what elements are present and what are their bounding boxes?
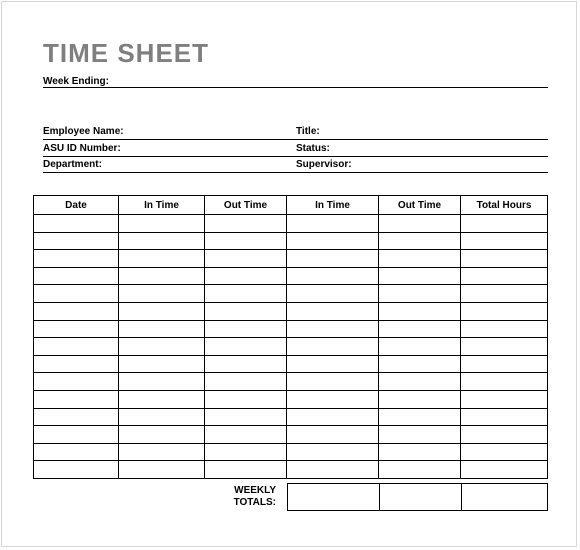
table-cell[interactable]	[205, 355, 287, 373]
table-cell[interactable]	[205, 285, 287, 303]
table-row	[34, 267, 548, 285]
table-cell[interactable]	[379, 215, 461, 233]
table-cell[interactable]	[205, 302, 287, 320]
table-cell[interactable]	[287, 443, 379, 461]
table-cell[interactable]	[461, 267, 548, 285]
table-cell[interactable]	[205, 338, 287, 356]
table-cell[interactable]	[119, 267, 205, 285]
table-cell[interactable]	[379, 355, 461, 373]
table-cell[interactable]	[119, 373, 205, 391]
table-cell[interactable]	[287, 215, 379, 233]
total-hours-cell[interactable]	[462, 484, 548, 511]
weekly-label-line2: TOTALS:	[233, 497, 276, 508]
table-cell[interactable]	[34, 461, 119, 479]
table-cell[interactable]	[379, 443, 461, 461]
header-out-time: Out Time	[205, 196, 287, 215]
header-total-hours: Total Hours	[461, 196, 548, 215]
table-cell[interactable]	[379, 267, 461, 285]
table-cell[interactable]	[379, 302, 461, 320]
table-cell[interactable]	[34, 232, 119, 250]
table-cell[interactable]	[379, 250, 461, 268]
table-cell[interactable]	[34, 426, 119, 444]
table-cell[interactable]	[461, 461, 548, 479]
table-cell[interactable]	[119, 215, 205, 233]
table-cell[interactable]	[119, 408, 205, 426]
table-cell[interactable]	[461, 426, 548, 444]
table-cell[interactable]	[461, 215, 548, 233]
table-cell[interactable]	[461, 285, 548, 303]
department-line	[43, 172, 548, 173]
weekly-totals-row	[287, 483, 548, 511]
table-cell[interactable]	[461, 390, 548, 408]
week-ending-line	[43, 87, 548, 88]
title-label: Title:	[296, 126, 320, 137]
table-cell[interactable]	[379, 320, 461, 338]
table-cell[interactable]	[119, 338, 205, 356]
table-cell[interactable]	[34, 302, 119, 320]
table-cell[interactable]	[287, 408, 379, 426]
table-row	[34, 302, 548, 320]
table-cell[interactable]	[119, 302, 205, 320]
table-cell[interactable]	[119, 250, 205, 268]
table-cell[interactable]	[379, 285, 461, 303]
table-row	[34, 285, 548, 303]
table-cell[interactable]	[287, 302, 379, 320]
table-cell[interactable]	[119, 320, 205, 338]
table-cell[interactable]	[379, 426, 461, 444]
table-cell[interactable]	[379, 232, 461, 250]
table-row	[34, 320, 548, 338]
table-cell[interactable]	[379, 338, 461, 356]
weekly-label-line1: WEEKLY	[234, 485, 276, 496]
table-cell[interactable]	[119, 390, 205, 408]
table-cell[interactable]	[34, 250, 119, 268]
table-cell[interactable]	[34, 355, 119, 373]
table-cell[interactable]	[287, 373, 379, 391]
table-row	[34, 461, 548, 479]
table-cell[interactable]	[461, 302, 548, 320]
header-in-time: In Time	[287, 196, 379, 215]
table-cell[interactable]	[205, 426, 287, 444]
table-cell[interactable]	[287, 426, 379, 444]
table-cell[interactable]	[34, 338, 119, 356]
table-cell[interactable]	[119, 443, 205, 461]
table-cell[interactable]	[34, 320, 119, 338]
header-in-time: In Time	[119, 196, 205, 215]
table-cell[interactable]	[461, 320, 548, 338]
table-row	[34, 390, 548, 408]
table-cell[interactable]	[34, 373, 119, 391]
table-cell[interactable]	[205, 390, 287, 408]
table-row	[34, 215, 548, 233]
table-cell[interactable]	[461, 443, 548, 461]
page-title: TIME SHEET	[43, 38, 210, 68]
table-cell[interactable]	[287, 232, 379, 250]
employee-name-line	[43, 139, 548, 140]
employee-name-label: Employee Name:	[43, 126, 124, 137]
table-cell[interactable]	[205, 443, 287, 461]
week-ending-label: Week Ending:	[43, 76, 109, 87]
table-cell[interactable]	[205, 320, 287, 338]
table-cell[interactable]	[205, 408, 287, 426]
table-cell[interactable]	[34, 285, 119, 303]
table-cell[interactable]	[119, 461, 205, 479]
table-cell[interactable]	[379, 461, 461, 479]
table-cell[interactable]	[205, 267, 287, 285]
table-row	[34, 408, 548, 426]
table-cell[interactable]	[287, 285, 379, 303]
table-cell[interactable]	[119, 232, 205, 250]
table-cell[interactable]	[34, 443, 119, 461]
table-cell[interactable]	[119, 426, 205, 444]
table-cell[interactable]	[461, 338, 548, 356]
table-header-row	[34, 196, 548, 215]
table-cell[interactable]	[287, 320, 379, 338]
table-cell[interactable]	[287, 390, 379, 408]
asu-id-line	[43, 156, 548, 157]
table-cell[interactable]	[287, 250, 379, 268]
table-cell[interactable]	[34, 390, 119, 408]
table-row	[34, 373, 548, 391]
table-cell[interactable]	[461, 373, 548, 391]
status-label: Status:	[296, 143, 330, 154]
weekly-totals-label	[226, 485, 276, 509]
table-row	[34, 355, 548, 373]
header-out-time: Out Time	[379, 196, 461, 215]
table-cell[interactable]	[119, 355, 205, 373]
table-cell[interactable]	[34, 215, 119, 233]
table-row	[34, 250, 548, 268]
table-row	[34, 426, 548, 444]
table-cell[interactable]	[34, 408, 119, 426]
table-cell[interactable]	[287, 355, 379, 373]
total-in-time-cell[interactable]	[288, 484, 380, 511]
table-cell[interactable]	[34, 267, 119, 285]
table-cell[interactable]	[461, 250, 548, 268]
table-cell[interactable]	[287, 267, 379, 285]
table-cell[interactable]	[461, 232, 548, 250]
table-cell[interactable]	[205, 232, 287, 250]
table-row	[34, 443, 548, 461]
table-cell[interactable]	[205, 215, 287, 233]
header-date: Date	[34, 196, 119, 215]
asu-id-label: ASU ID Number:	[43, 143, 121, 154]
table-cell[interactable]	[461, 355, 548, 373]
table-cell[interactable]	[205, 461, 287, 479]
table-cell[interactable]	[205, 250, 287, 268]
department-label: Department:	[43, 159, 102, 170]
table-row	[34, 338, 548, 356]
table-cell[interactable]	[205, 373, 287, 391]
table-row	[34, 232, 548, 250]
table-cell[interactable]	[287, 461, 379, 479]
total-out-time-cell[interactable]	[380, 484, 462, 511]
table-cell[interactable]	[379, 408, 461, 426]
table-cell[interactable]	[119, 285, 205, 303]
time-table	[33, 195, 548, 479]
table-cell[interactable]	[379, 390, 461, 408]
table-cell[interactable]	[461, 408, 548, 426]
table-cell[interactable]	[379, 373, 461, 391]
supervisor-label: Supervisor:	[296, 159, 352, 170]
table-cell[interactable]	[287, 338, 379, 356]
